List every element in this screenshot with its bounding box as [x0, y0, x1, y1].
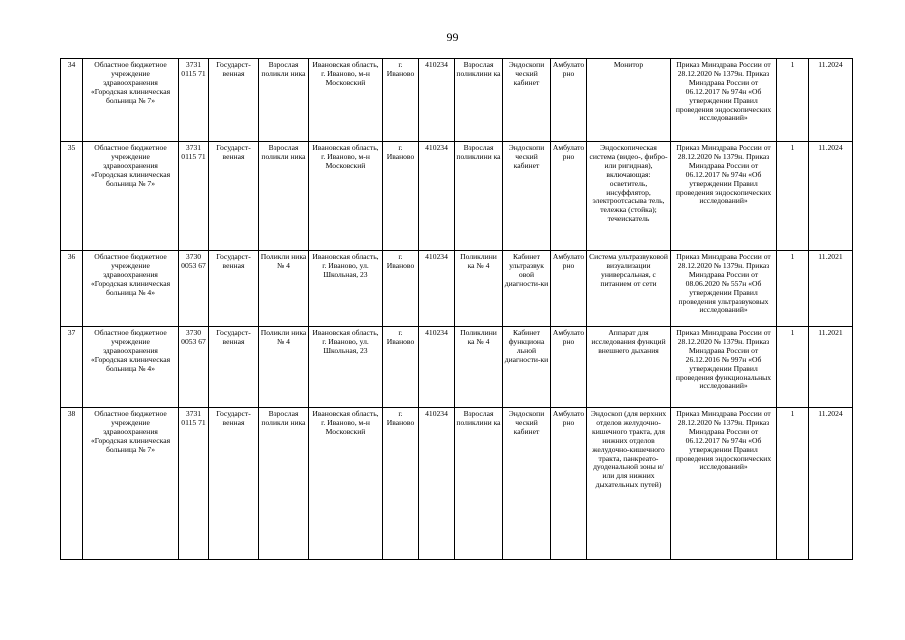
unit: Взрослая поликлини ка [455, 142, 503, 251]
unit: Поликлини ка № 4 [455, 327, 503, 408]
address: Ивановская область, г. Иваново, м-н Московский [309, 408, 383, 560]
care-type: Амбулато рно [551, 251, 587, 327]
org-code: 3730 0053 67 [179, 251, 209, 327]
postal-code: 410234 [419, 327, 455, 408]
organization: Областное бюджетное учреждение здравоохранения «Городская клиническая больница № 4» [83, 327, 179, 408]
order: Приказ Минздрава России от 28.12.2020 № 1379н. Приказ Минздрава России от 08.06.2020 № 557н «Об утверждении Правил проведения ультразвуковых исследований» [671, 251, 777, 327]
order: Приказ Минздрава России от 28.12.2020 № 1379н. Приказ Минздрава России от 06.12.2017 № 974н «Об утверждении Правил проведения эндоскопических исследований» [671, 59, 777, 142]
ownership-form: Государст-венная [209, 142, 259, 251]
equipment: Эндоскопическая система (видео-, фибро- или ригидная), включающая: осветитель, инсуффлятор, электроотсасыва тель, тележка (стойка); течеискатель [587, 142, 671, 251]
ownership-form: Государст-венная [209, 251, 259, 327]
department: Взрослая поликли ника [259, 142, 309, 251]
row-number: 37 [61, 327, 83, 408]
postal-code: 410234 [419, 408, 455, 560]
equipment: Аппарат для исследования функций внешнего дыхания [587, 327, 671, 408]
room: Эндоскопи ческий кабинет [503, 59, 551, 142]
department: Взрослая поликли ника [259, 59, 309, 142]
organization: Областное бюджетное учреждение здравоохранения «Городская клиническая больница № 4» [83, 251, 179, 327]
room: Эндоскопи ческий кабинет [503, 408, 551, 560]
address: Ивановская область, г. Иваново, м-н Московский [309, 59, 383, 142]
row-number: 35 [61, 142, 83, 251]
quantity: 1 [777, 327, 809, 408]
page-number: 99 [446, 30, 459, 44]
room: Эндоскопи ческий кабинет [503, 142, 551, 251]
ownership-form: Государст-венная [209, 408, 259, 560]
date: 11.2024 [809, 408, 853, 560]
department: Поликли ника № 4 [259, 251, 309, 327]
organization: Областное бюджетное учреждение здравоохранения «Городская клиническая больница № 7» [83, 59, 179, 142]
unit: Поликлини ка № 4 [455, 251, 503, 327]
room: Кабинет функциона льной диагности-ки [503, 327, 551, 408]
table-row [61, 327, 853, 408]
postal-code: 410234 [419, 59, 455, 142]
postal-code: 410234 [419, 251, 455, 327]
department: Взрослая поликли ника [259, 408, 309, 560]
city: г. Иваново [383, 59, 419, 142]
table-body [61, 59, 853, 560]
row-number: 36 [61, 251, 83, 327]
table-row [61, 142, 853, 251]
order: Приказ Минздрава России от 28.12.2020 № 1379н. Приказ Минздрава России от 26.12.2016 № 997н «Об утверждении Правил проведения функциональных исследований» [671, 327, 777, 408]
equipment: Эндоскоп (для верхних отделов желудочно-кишечного тракта, для нижних отделов желудочно-кишечного тракта, панкреато-дуоденальной зоны и/или для нижних дыхательных путей) [587, 408, 671, 560]
care-type: Амбулато рно [551, 408, 587, 560]
date: 11.2021 [809, 251, 853, 327]
order: Приказ Минздрава России от 28.12.2020 № 1379н. Приказ Минздрава России от 06.12.2017 № 974н «Об утверждении Правил проведения эндоскопических исследований» [671, 408, 777, 560]
quantity: 1 [777, 142, 809, 251]
organization: Областное бюджетное учреждение здравоохранения «Городская клиническая больница № 7» [83, 142, 179, 251]
table-row [61, 251, 853, 327]
org-code: 3731 0115 71 [179, 142, 209, 251]
date: 11.2024 [809, 59, 853, 142]
department: Поликли ника № 4 [259, 327, 309, 408]
city: г. Иваново [383, 408, 419, 560]
org-code: 3730 0053 67 [179, 327, 209, 408]
organization: Областное бюджетное учреждение здравоохранения «Городская клиническая больница № 7» [83, 408, 179, 560]
table-row [61, 408, 853, 560]
care-type: Амбулато рно [551, 59, 587, 142]
date: 11.2021 [809, 327, 853, 408]
order: Приказ Минздрава России от 28.12.2020 № 1379н. Приказ Минздрава России от 06.12.2017 № 974н «Об утверждении Правил проведения эндоскопических исследований» [671, 142, 777, 251]
equipment: Система ультразвуковой визуализации универсальная, с питанием от сети [587, 251, 671, 327]
table-row [61, 59, 853, 142]
care-type: Амбулато рно [551, 142, 587, 251]
equipment: Монитор [587, 59, 671, 142]
equipment-table [60, 58, 853, 560]
address: Ивановская область, г. Иваново, ул. Школьная, 23 [309, 327, 383, 408]
city: г. Иваново [383, 251, 419, 327]
row-number: 34 [61, 59, 83, 142]
address: Ивановская область, г. Иваново, м-н Московский [309, 142, 383, 251]
org-code: 3731 0115 71 [179, 59, 209, 142]
ownership-form: Государст-венная [209, 327, 259, 408]
quantity: 1 [777, 251, 809, 327]
row-number: 38 [61, 408, 83, 560]
city: г. Иваново [383, 142, 419, 251]
org-code: 3731 0115 71 [179, 408, 209, 560]
ownership-form: Государст-венная [209, 59, 259, 142]
address: Ивановская область, г. Иваново, ул. Школьная, 23 [309, 251, 383, 327]
quantity: 1 [777, 408, 809, 560]
city: г. Иваново [383, 327, 419, 408]
room: Кабинет ультразвук овой диагности-ки [503, 251, 551, 327]
unit: Взрослая поликлини ка [455, 408, 503, 560]
quantity: 1 [777, 59, 809, 142]
unit: Взрослая поликлини ка [455, 59, 503, 142]
postal-code: 410234 [419, 142, 455, 251]
date: 11.2024 [809, 142, 853, 251]
care-type: Амбулато рно [551, 327, 587, 408]
